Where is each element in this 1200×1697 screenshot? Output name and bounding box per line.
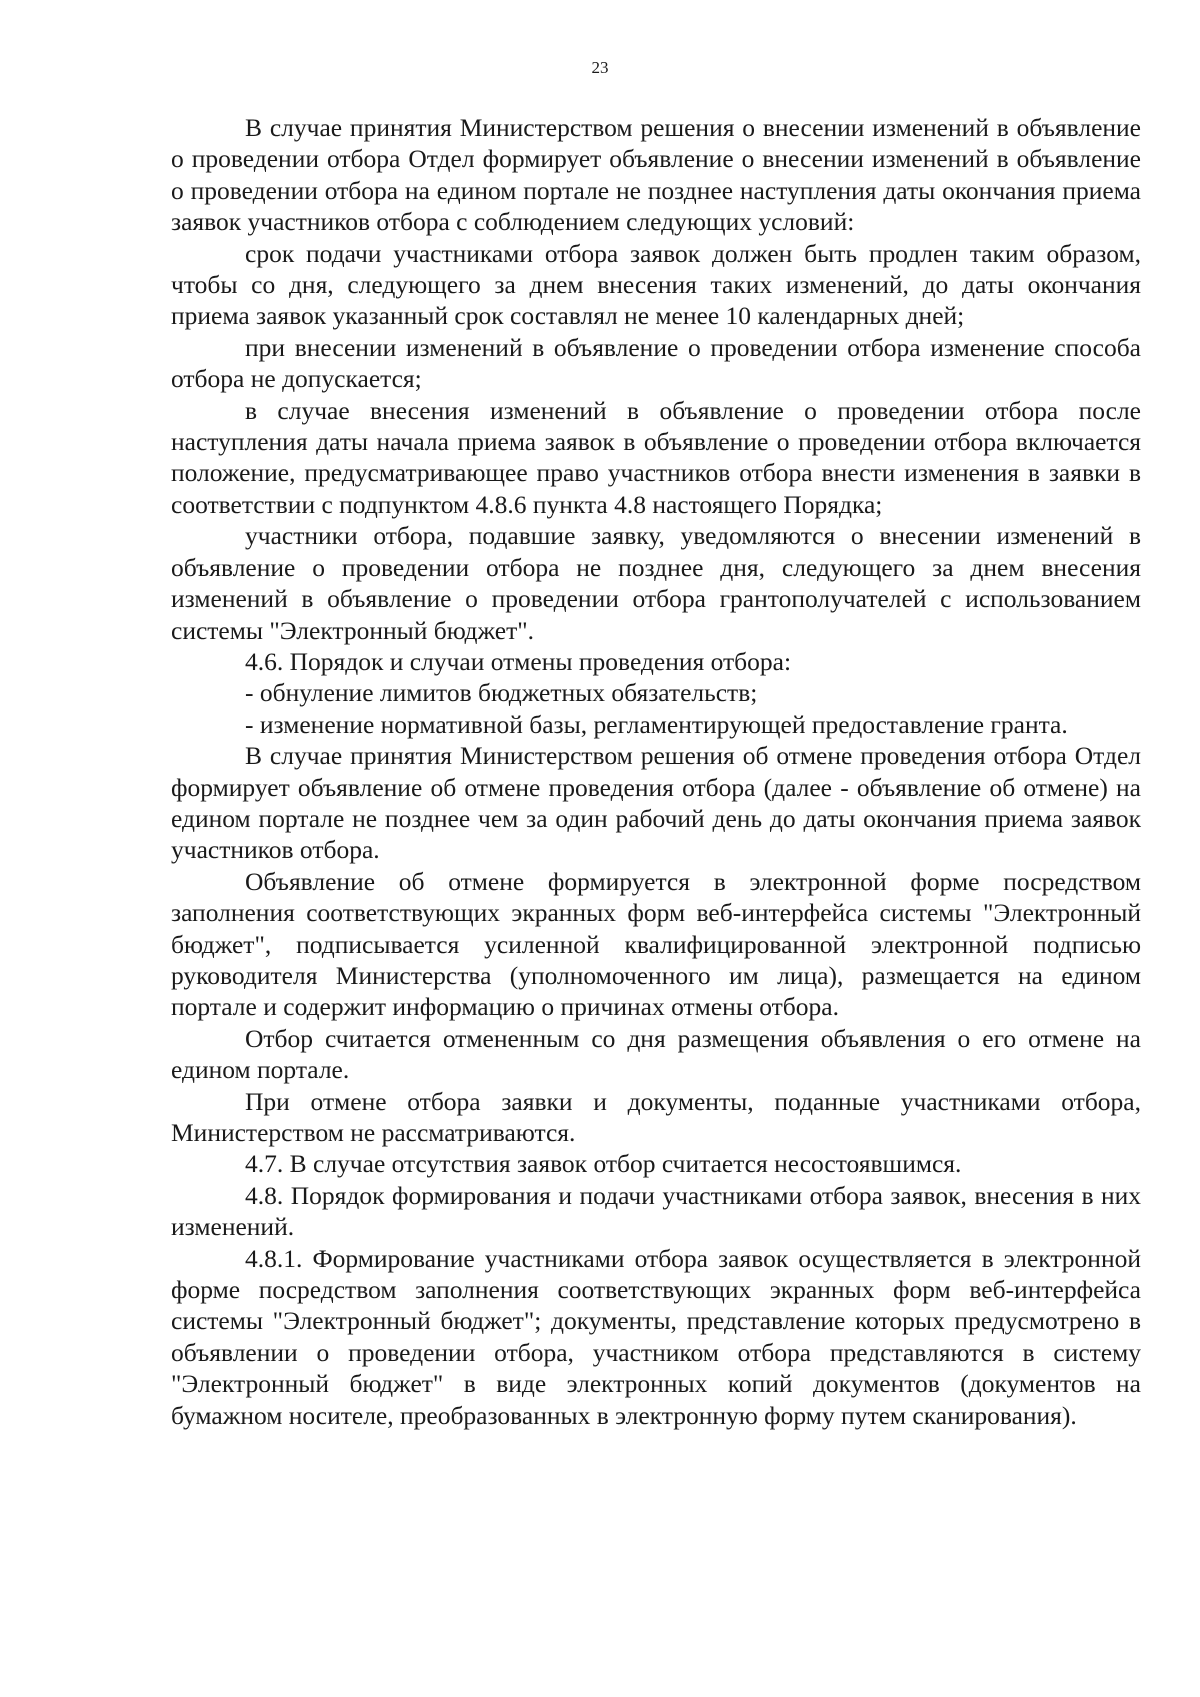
page-number: 23 [591, 58, 609, 77]
paragraph: Объявление об отмене формируется в электронной форме посредством заполнения соответствующих экранных форм веб-интерфейса системы "Электронный бюджет", подписывается усиленной квалифицированной электронной подписью руководителя Министерства (уполномоченного им лица), размещается на едином портале и содержит информацию о причинах отмены отбора. [171, 866, 1141, 1022]
section-heading-4-7: 4.7. В случае отсутствия заявок отбор считается несостоявшимся. [245, 1149, 962, 1179]
paragraph: При отмене отбора заявки и документы, поданные участниками отбора, Министерством не рассматриваются. [171, 1086, 1141, 1147]
paragraph: участники отбора, подавшие заявку, уведомляются о внесении изменений в объявление о проведении отбора не позднее дня, следующего за днем внесения изменений в объявление о проведении отбора грантополучателей с использованием системы "Электронный бюджет". [171, 521, 1141, 645]
paragraph: Отбор считается отмененным со дня размещения объявления о его отмене на едином портале. [171, 1023, 1141, 1085]
paragraph: В случае принятия Министерством решения об отмене проведения отбора Отдел формирует объявление об отмене проведения отбора (далее - объявление об отмене) на едином портале не позднее чем за один рабочий день до даты окончания приема заявок участников отбора. [171, 741, 1141, 865]
section-heading-4-8-1: 4.8.1. Формирование участниками отбора заявок осуществляется в электронной форме посредством заполнения соответствующих экранных форм веб-интерфейса системы "Электронный бюджет"; документы, представление которых предусмотрено в объявлении о проведении отбора, участником отбора представляются в систему "Электронный бюджет" в виде электронных копий документов (документов на бумажном носителе, преобразованных в электронную форму путем сканирования). [171, 1243, 1141, 1430]
list-item: - обнуление лимитов бюджетных обязательств; [245, 678, 758, 708]
list-item: - изменение нормативной базы, регламентирующей предоставление гранта. [245, 709, 1068, 739]
paragraph: при внесении изменений в объявление о проведении отбора изменение способа отбора не допускается; [171, 332, 1141, 394]
paragraph: в случае внесения изменений в объявление о проведении отбора после наступления даты начала приема заявок в объявление о проведении отбора включается положение, предусматривающее право участников отбора внести изменения в заявки в соответствии с подпунктом 4.8.6 пункта 4.8 настоящего Порядка; [171, 395, 1141, 519]
document-body [171, 112, 1141, 1431]
section-heading-4-8: 4.8. Порядок формирования и подачи участниками отбора заявок, внесения в них изменений. [171, 1180, 1141, 1242]
paragraph: срок подачи участниками отбора заявок должен быть продлен таким образом, чтобы со дня, следующего за днем внесения таких изменений, до даты окончания приема заявок указанный срок составлял не менее 10 календарных дней; [171, 238, 1141, 331]
paragraph: В случае принятия Министерством решения о внесении изменений в объявление о проведении отбора Отдел формирует объявление о внесении изменений в объявление о проведении отбора на едином портале не позднее наступления даты окончания приема заявок участников отбора с соблюдением следующих условий: [171, 113, 1141, 237]
section-heading-4-6: 4.6. Порядок и случаи отмены проведения отбора: [245, 646, 792, 676]
